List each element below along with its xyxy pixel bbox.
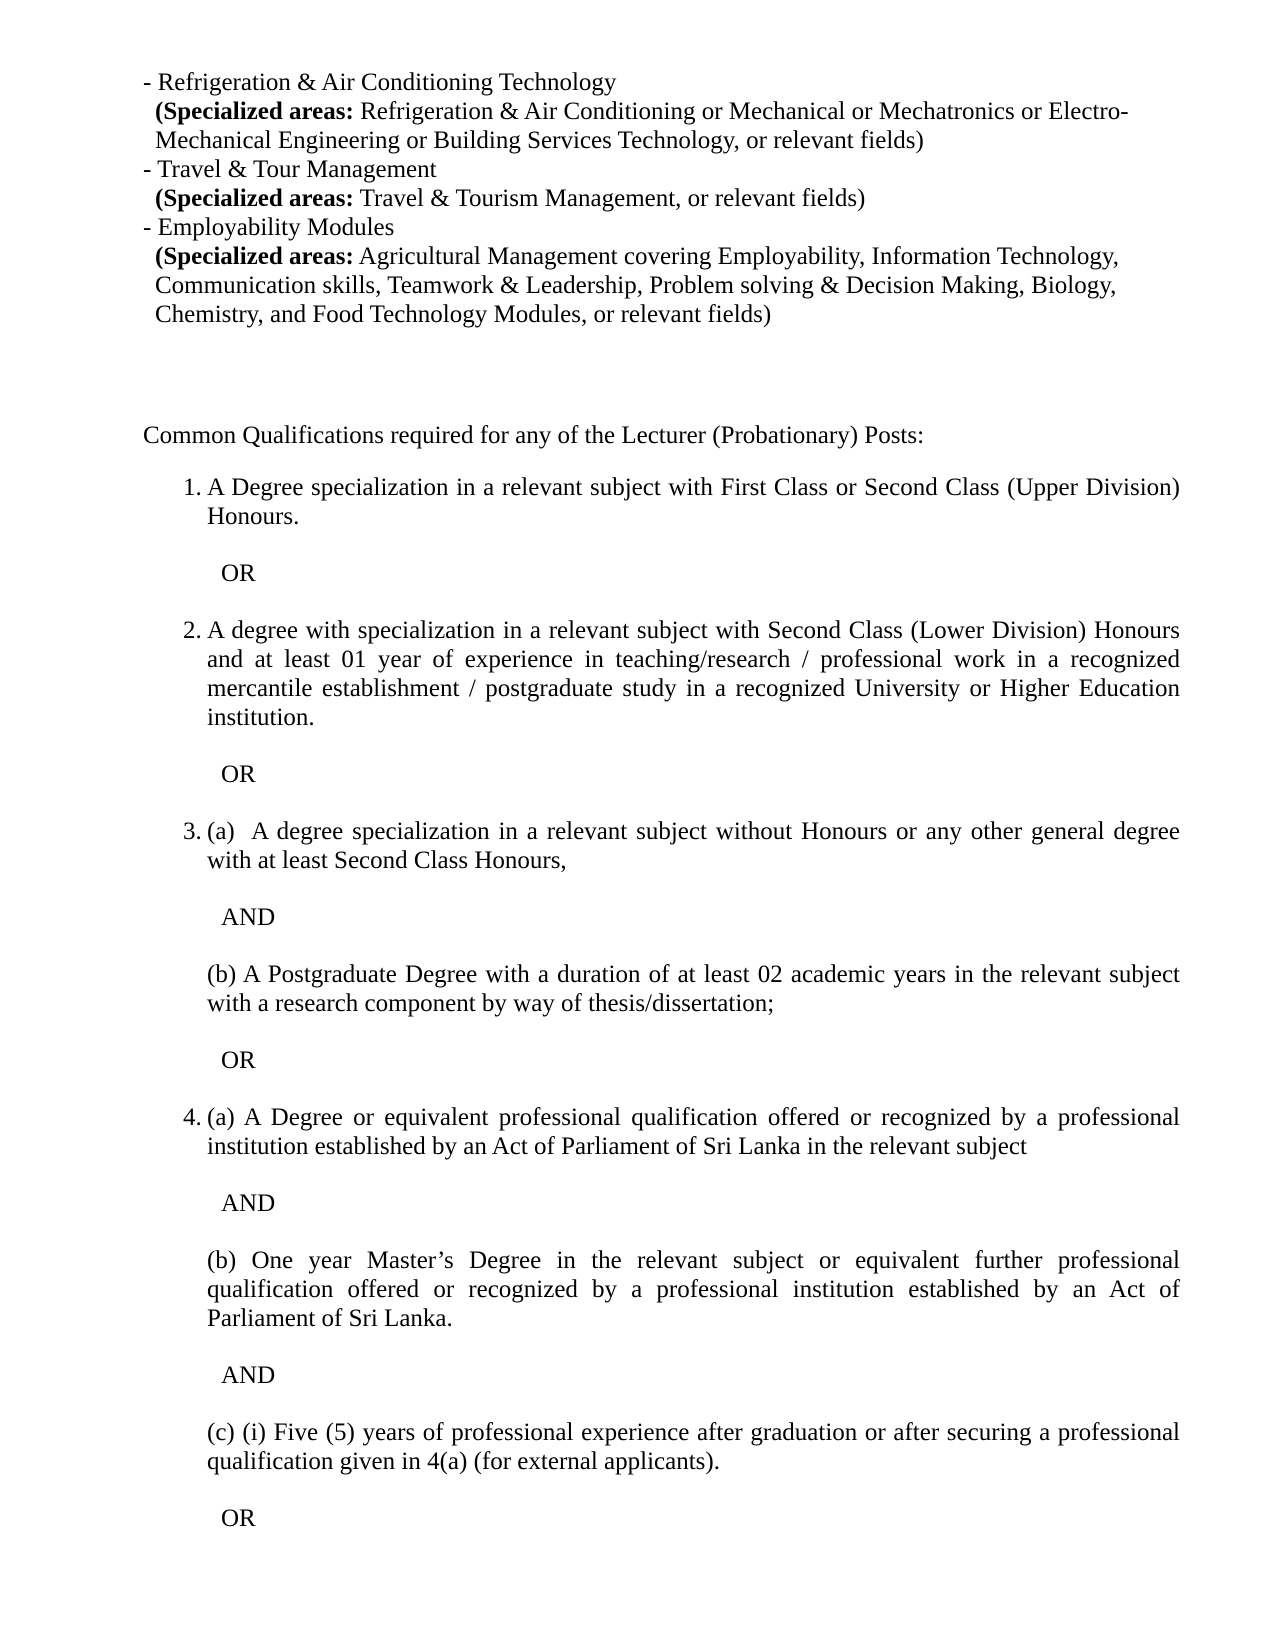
qualification-item-3a: [143, 817, 1180, 875]
qualifications-heading: Common Qualifications required for any of the Lecturer (Probationary) Posts:: [143, 422, 925, 449]
specialized-areas-label: (Specialized areas:: [155, 185, 354, 212]
qualification-item-4b: [143, 1246, 1180, 1333]
connector-or: OR: [221, 761, 256, 788]
qualification-item-3b: [143, 960, 1180, 1018]
specialized-areas-text: Refrigeration & Air Conditioning or Mechanical or Mechatronics or Electro-: [353, 98, 1129, 125]
item-text: A Degree specialization in a relevant subject with First Class or Second Class (Upper Division) Honours.: [207, 474, 1180, 530]
program-item: [143, 68, 1180, 155]
item-text: (a) A Degree or equivalent professional qualification offered or recognized by a professional institution established by an Act of Parliament of Sri Lanka in the relevant subject: [207, 1104, 1180, 1160]
program-title: - Refrigeration & Air Conditioning Technology: [143, 69, 617, 96]
connector-or: OR: [221, 1047, 256, 1074]
specialized-areas-label: (Specialized areas:: [155, 98, 354, 125]
connector-and: AND: [221, 904, 276, 931]
item-number: 2.: [183, 617, 202, 644]
qualification-item-1: [143, 473, 1180, 531]
qualifications-section: [143, 421, 1180, 1533]
specialized-areas: [143, 97, 1180, 155]
specialized-areas-text: Travel & Tourism Management, or relevant fields): [353, 185, 866, 212]
specialized-areas-text: Agricultural Management covering Employability, Information Technology,: [353, 243, 1119, 270]
connector-or: OR: [221, 1505, 256, 1532]
specialized-areas: [143, 184, 1180, 213]
item-number: 3.: [183, 818, 202, 845]
connector-or: OR: [221, 560, 256, 587]
program-title: - Employability Modules: [143, 214, 395, 241]
program-title: - Travel & Tour Management: [143, 156, 437, 183]
program-item: [143, 155, 1180, 213]
item-text: (b) One year Master’s Degree in the relevant subject or equivalent further professional qualification offered or recognized by a professional institution established by an Act of Parliament of Sri Lanka.: [207, 1247, 1180, 1332]
specialized-areas: [143, 242, 1180, 329]
specialized-areas-text-line: Chemistry, and Food Technology Modules, or relevant fields): [155, 301, 772, 328]
qualification-item-2: [143, 616, 1180, 732]
specialized-areas-text-line: Communication skills, Teamwork & Leadership, Problem solving & Decision Making, Biology,: [155, 272, 1117, 299]
program-list: [143, 68, 1180, 329]
qualification-item-4a: [143, 1103, 1180, 1161]
program-item: [143, 213, 1180, 329]
item-number: 4.: [183, 1104, 202, 1131]
item-number: 1.: [183, 474, 202, 501]
connector-and: AND: [221, 1362, 276, 1389]
item-text: (a) A degree specialization in a relevant subject without Honours or any other general degree with at least Second Class Honours,: [207, 818, 1180, 874]
item-text: (b) A Postgraduate Degree with a duration of at least 02 academic years in the relevant subject with a research component by way of thesis/dissertation;: [207, 961, 1180, 1017]
item-text: A degree with specialization in a relevant subject with Second Class (Lower Division) Honours and at least 01 year of experience in teaching/research / professional work in a recognized mercantile establishment / postgraduate study in a recognized University or Higher Education institution.: [207, 617, 1180, 731]
qualification-item-4c: [143, 1418, 1180, 1476]
specialized-areas-label: (Specialized areas:: [155, 243, 354, 270]
item-text: (c) (i) Five (5) years of professional experience after graduation or after securing a professional qualification given in 4(a) (for external applicants).: [207, 1419, 1180, 1475]
specialized-areas-text-line: Mechanical Engineering or Building Services Technology, or relevant fields): [155, 127, 924, 154]
connector-and: AND: [221, 1190, 276, 1217]
